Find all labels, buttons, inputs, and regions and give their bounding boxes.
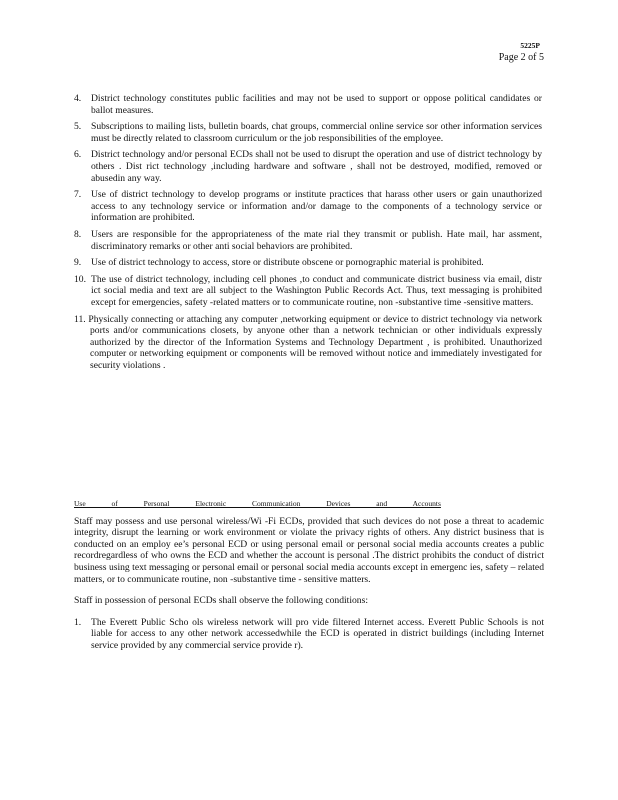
list-item <box>74 274 542 309</box>
item-text: Subscriptions to mailing lists, bulletin boards, chat groups, commercial online service sor other information services must be directly related to classroom curriculum or the job responsibilities of the employee. <box>91 121 542 144</box>
list-item <box>74 189 542 224</box>
item-number: 7. <box>74 189 82 201</box>
item-text: The use of district technology, including cell phones ,to conduct and communicate district business via email, distr ict social media and text are all subject to the Washington Public Records Act. Thus, text messaging is prohibited except for emergencies, safety -related matters or to communicate routine, non -substantive time -sensitive matters. <box>91 273 542 308</box>
item-number: 10. <box>74 273 86 285</box>
item-number: 8. <box>74 228 82 240</box>
item-body: Physically connecting or attaching any computer ,networking equipment or device to district technology via network ports and/or communications closets, by anyone other than a network technician or other individuals expressly authorized by the director of the Information Systems and Technology Department , is prohibited. Unauthorized computer or networking equipment or components will be removed without notice and immediately investigated for security violations . <box>88 313 542 371</box>
item-number: 11. <box>74 313 86 325</box>
list-item <box>74 149 542 184</box>
item-number: 5. <box>74 121 82 133</box>
list-item <box>74 121 542 144</box>
conditions-intro: Staff in possession of personal ECDs shall observe the following conditions: <box>74 595 369 607</box>
list-item <box>74 314 542 372</box>
item-number: 6. <box>74 149 82 161</box>
section-heading: Use of Personal Electronic Communication Devices and Accounts <box>74 499 441 508</box>
section-paragraph: Staff may possess and use personal wireless/Wi -Fi ECDs, provided that such devices do not pose a threat to academic integrity, disrupt the learning or work environment or violate the privacy rights of others. Any district business that is conducted on an employ ee’s personal ECD or using personal email or personal social media accounts creates a public recordregardless of who owns the ECD and whether the account is personal .The district prohibits the conduct of district business using text messaging or personal email or personal social media accounts except in emergenc ies, safety – related matters, or to communicate routine, non -substantive time - sensitive matters. <box>74 515 544 585</box>
policy-code: 5225P <box>520 41 540 50</box>
list-item <box>74 93 542 116</box>
condition-text: The Everett Public Scho ols wireless network will pro vide filtered Internet access. Everett Public Schools is not liable for access to any other network accessedwhile the ECD is operated in district buildings (including Internet service provided by any commercial service provide r). <box>91 616 544 651</box>
item-text: District technology constitutes public facilities and may not be used to support or oppose political candidates or ballot measures. <box>91 93 542 116</box>
condition-item <box>74 617 544 652</box>
item-number: 9. <box>74 257 82 269</box>
ecd-section <box>74 498 544 652</box>
item-text: Use of district technology to develop programs or institute practices that harass other users or gain unauthorized access to any technology service or information and/or damage to the components of a technology service or information are prohibited. <box>91 189 542 224</box>
list-item <box>74 257 542 269</box>
item-text: District technology and/or personal ECDs shall not be used to disrupt the operation and use of district technology by others . Dist rict technology ,including hardware and software , shall not be destroyed, modified, removed or abusedin any way. <box>91 149 542 184</box>
item-text <box>74 314 542 372</box>
page-number: Page 2 of 5 <box>498 52 544 63</box>
item-text: Use of district technology to access, store or distribute obscene or pornographic material is prohibited. <box>91 257 484 269</box>
condition-number: 1. <box>74 616 82 628</box>
item-number: 4. <box>74 93 82 104</box>
policy-list <box>74 93 542 376</box>
item-text: Users are responsible for the appropriateness of the mate rial they transmit or publish. Hate mail, har assment, discriminatory remarks or other anti social behaviors are prohibited. <box>91 228 542 252</box>
list-item <box>74 229 542 252</box>
